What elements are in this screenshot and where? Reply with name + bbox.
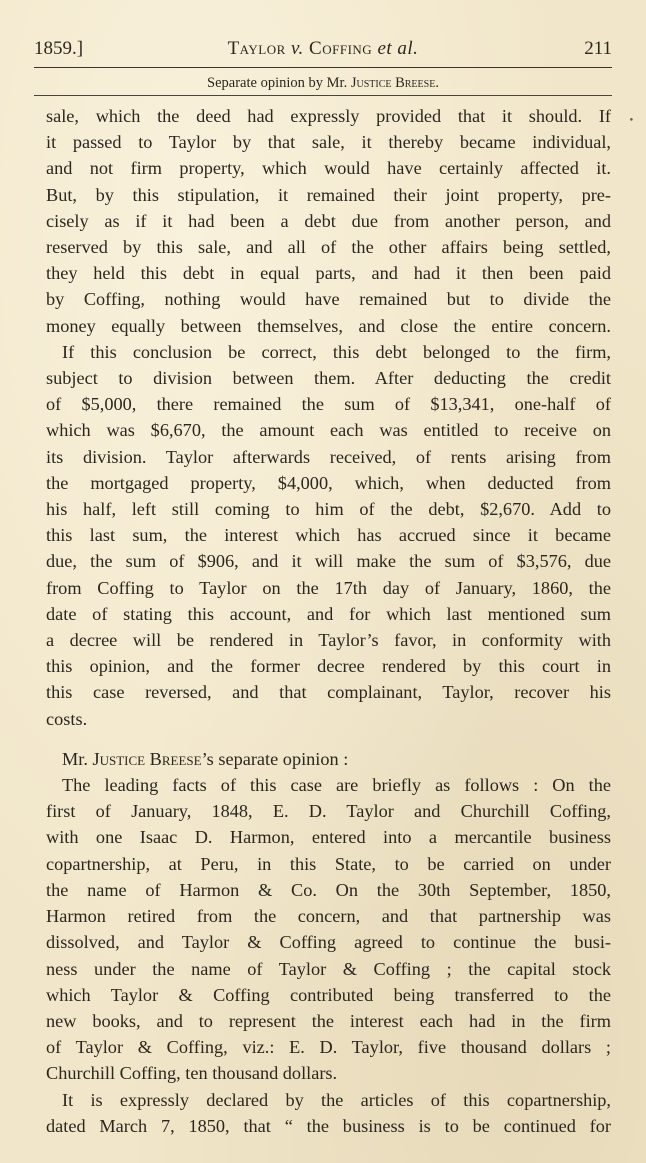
body-line: ness under the name of Taylor & Coffing ; the capital stock: [46, 958, 611, 979]
body-line: a decree will be rendered in Taylor’s favor, in conformity with: [46, 630, 611, 651]
body-line: with one Isaac D. Harmon, entered into a mercantile business: [46, 827, 611, 848]
header-rule: [34, 67, 612, 68]
sub-heading-suffix: .: [435, 75, 439, 91]
header-case-name-party: Coffing: [303, 38, 378, 59]
sub-heading: [0, 75, 646, 92]
body-line: and not firm property, which would have certainly affected it.: [46, 158, 611, 179]
body-line: of Taylor & Coffing, viz.: E. D. Taylor, five thousand dollars ;: [46, 1037, 611, 1058]
margin-dot: •: [628, 116, 634, 126]
body-line: money equally between themselves, and close the entire concern.: [46, 315, 611, 336]
opinion-heading-prefix: Mr.: [62, 748, 93, 769]
body-line: this case reversed, and that complainant, Taylor, recover his: [46, 682, 611, 703]
body-line: this last sum, the interest which has accrued since it became: [46, 525, 611, 546]
opinion-heading-suffix: ’s separate opinion :: [201, 748, 349, 769]
body-line: subject to division between them. After deducting the credit: [46, 368, 611, 389]
opinion-heading-justice: Justice Breese: [92, 748, 202, 769]
body-line: If this conclusion be correct, this debt belonged to the firm,: [62, 341, 611, 362]
header-page-number: 211: [584, 38, 612, 59]
header-year: 1859.]: [34, 38, 84, 59]
body-line: which Taylor & Coffing contributed being transferred to the: [46, 984, 611, 1005]
body-line: Harmon retired from the concern, and that partnership was: [46, 906, 611, 927]
body-line: dissolved, and Taylor & Coffing agreed to continue the busi-: [46, 932, 611, 953]
body-line: dated March 7, 1850, that “ the business is to be continued for: [46, 1115, 611, 1136]
body-line: copartnership, at Peru, in this State, to be carried on under: [46, 853, 611, 874]
body-line: reserved by this sale, and all of the other affairs being settled,: [46, 237, 611, 258]
body-line: they held this debt in equal parts, and had it then been paid: [46, 263, 611, 284]
sub-heading-justice: Justice Breese: [350, 75, 436, 91]
body-line: which was $6,670, the amount each was entitled to receive on: [46, 420, 611, 441]
body-line: the name of Harmon & Co. On the 30th September, 1850,: [46, 879, 611, 900]
body-line: first of January, 1848, E. D. Taylor and Churchill Coffing,: [46, 801, 611, 822]
body-line: this opinion, and the former decree rendered by this court in: [46, 656, 611, 677]
header-case-name-prefix: Taylor: [227, 38, 292, 59]
body-text: [46, 103, 611, 1139]
body-line: Churchill Coffing, ten thousand dollars.: [46, 1063, 338, 1084]
body-line: date of stating this account, and for which last mentioned sum: [46, 603, 611, 624]
body-line: his half, left still coming to him of the debt, $2,670. Add to: [46, 499, 611, 520]
body-line: cisely as if it had been a debt due from another person, and: [46, 210, 611, 231]
opinion-heading: [46, 746, 611, 772]
header-case-name-etal: et al.: [377, 38, 419, 59]
body-line: It is expressly declared by the articles of this copartnership,: [62, 1089, 611, 1110]
body-line: of $5,000, there remained the sum of $13,341, one-half of: [46, 394, 611, 415]
body-line: due, the sum of $906, and it will make the sum of $3,576, due: [46, 551, 611, 572]
body-line: new books, and to represent the interest each had in the firm: [46, 1010, 611, 1031]
body-line: by Coffing, nothing would have remained but to divide the: [46, 289, 611, 310]
body-line: its division. Taylor afterwards received, of rents arising from: [46, 446, 611, 467]
body-line: The leading facts of this case are briefly as follows : On the: [62, 775, 611, 796]
body-line: sale, which the deed had expressly provided that it should. If: [46, 106, 611, 126]
body-line: the mortgaged property, $4,000, which, when deducted from: [46, 472, 611, 493]
running-head: [34, 38, 612, 68]
body-line: costs.: [46, 708, 88, 729]
body-line: it passed to Taylor by that sale, it thereby became individual,: [46, 132, 611, 153]
header-case-name-v: v.: [291, 38, 304, 59]
body-line: But, by this stipulation, it remained their joint property, pre-: [46, 184, 611, 205]
sub-heading-rule: [34, 95, 612, 96]
sub-heading-prefix: Separate opinion by Mr.: [207, 75, 351, 91]
header-case-name: [34, 38, 612, 60]
body-line: from Coffing to Taylor on the 17th day of January, 1860, the: [46, 577, 611, 598]
